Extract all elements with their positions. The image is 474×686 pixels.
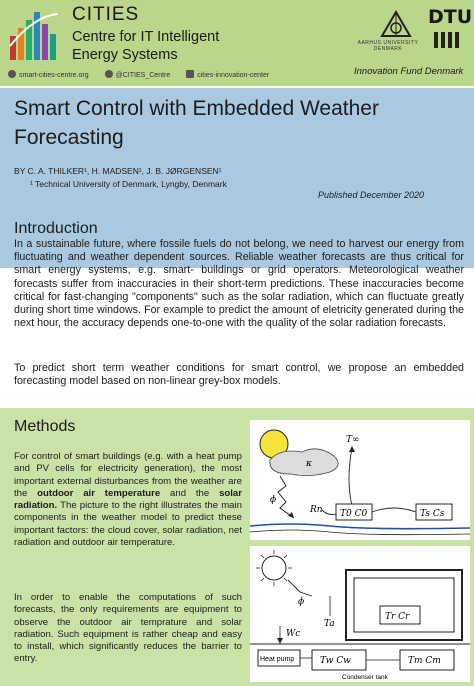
- org-subtitle: Centre for IT Intelligent Energy Systems: [72, 29, 220, 63]
- ts-cs-label: Ts Cs: [420, 509, 445, 519]
- dtu-mark-icon: [432, 30, 466, 50]
- authors: BY C. A. THILKER¹, H. MADSEN¹, J. B. JØRGENSEN¹: [14, 166, 222, 176]
- linkedin-link[interactable]: cities-innovation-center: [186, 70, 269, 79]
- cities-logo-icon: [8, 6, 60, 64]
- methods-paragraph-1: For control of smart buildings (e.g. with a heat pump and PV cells for electricity generation), the most important external disturbances from the weather are the outdoor air temperature and the solar radiation. The picture to the right illustrates the main components in the weather model to predict these important factors: the cloud cover, solar radiation, net radiation and outdoor air temperature.: [14, 451, 242, 549]
- org-name: CITIES: [72, 4, 140, 25]
- ta-label: Ta: [324, 619, 335, 629]
- wc-label: Wc: [286, 629, 301, 639]
- methods-paragraph-2: In order to enable the computations of such forecasts, the only requirements are equipment to observe the outdoor air temprature and solar radiation. Such equipment is rather cheap and easy to install, which significantly reduces the barrier to entry.: [14, 592, 242, 665]
- cloud-icon: [270, 449, 338, 476]
- published-date: Published December 2020: [318, 190, 425, 200]
- phi-bottom-label: ϕ: [298, 597, 305, 607]
- sun-outline-icon: [262, 556, 286, 580]
- tr-cr-label: Tr Cr: [385, 612, 410, 622]
- tw-cw-label: Tw Cw: [320, 656, 351, 666]
- rn-label: Rn: [310, 505, 323, 515]
- social-links: [8, 70, 269, 79]
- t-inf-label: T∞: [346, 435, 360, 445]
- twitter-link[interactable]: @CITIES_Centre: [105, 70, 171, 79]
- aarhus-logo-text: AARHUS UNIVERSITY DENMARK: [357, 40, 419, 52]
- dtu-logo: DTU: [428, 6, 473, 28]
- funder-logo: Innovation Fund Denmark: [354, 66, 464, 77]
- affiliation: ¹ Technical University of Denmark, Lyngby, Denmark: [30, 179, 227, 189]
- phi-top-label: ϕ: [270, 495, 277, 505]
- globe-icon: [8, 70, 16, 78]
- introduction-paragraph-2: To predict short term weather conditions for smart control, we propose an embedded forecasting model based on non-linear grey-box models.: [14, 362, 464, 388]
- methods-heading: Methods: [14, 418, 76, 435]
- introduction-paragraph-1: In a sustainable future, where fossile fuels do not belong, we need to harvest our energy from fluctuating and weather dependent sources. Reliable weather forecasts are thus critical for smart energy systems, e.g. smart- buildings or grid operators. Meteorological weather forecasts suffer from inaccuracies in their short-term predictions. These inaccuracies become critical for fast-changing "components" such as the solar radiation, which can fluctuate greatly during short time windows. For example to predict the amount of eletricity generated during the next hour, the accuracy depends one-to-one with the quality of the solar radiation forecasts.: [14, 238, 464, 330]
- condenser-label: Condenser tank: [342, 674, 388, 681]
- twitter-icon: [105, 70, 113, 78]
- linkedin-icon: [186, 70, 194, 78]
- heat-pump-label: Heat pump: [260, 656, 295, 663]
- aarhus-seal-icon: [378, 8, 414, 40]
- tm-cm-label: Tm Cm: [408, 656, 441, 666]
- weather-model-diagram: [250, 420, 470, 682]
- introduction-heading: Introduction: [14, 220, 98, 237]
- kappa-label: κ: [306, 459, 312, 469]
- t0-c0-label: T0 C0: [340, 509, 368, 519]
- page-title: Smart Control with Embedded Weather Forecasting: [14, 97, 379, 149]
- website-link[interactable]: smart-cities-centre.org: [8, 70, 89, 79]
